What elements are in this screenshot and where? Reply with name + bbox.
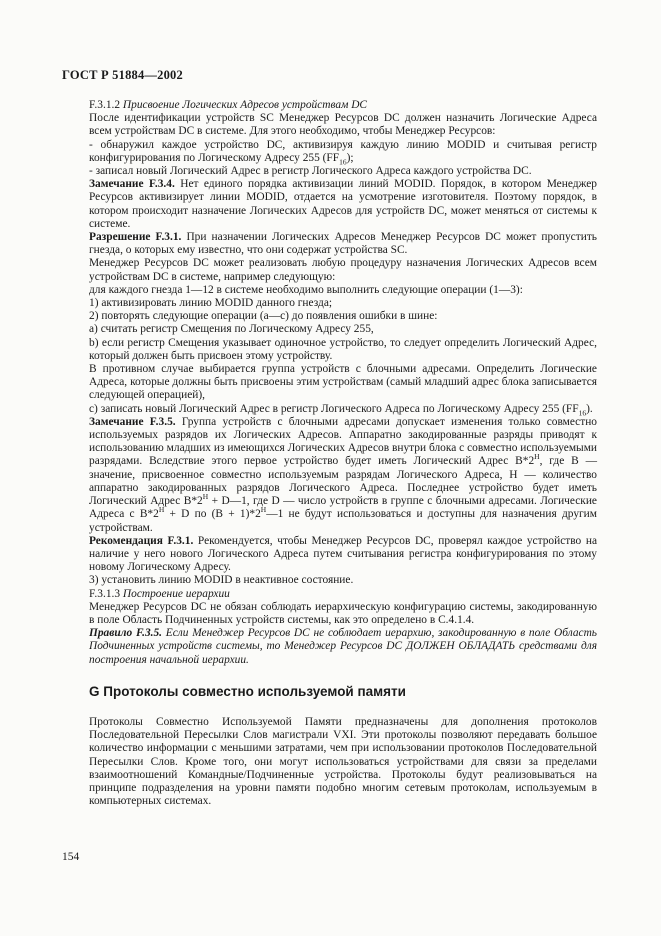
note-text: Группа устройств с блочными адресами допускает изменения только совместно используемых разрядов их Логических Адресов. Аппаратно закодированные разряды приводят к использованию младших из имеющихся Логических Адресов внутри блока с совместно используемыми разрядами. Вследствие этого первое устройство будет иметь Логический Адрес В*2 — [89, 415, 597, 468]
paragraph: - записал новый Логический Адрес в регистр Логического Адреса каждого устройства DC. — [89, 165, 532, 178]
subsection-title — [89, 99, 597, 112]
permission-label: Разрешение F.3.1. — [89, 231, 182, 244]
list-item: а) считать регистр Смещения по Логическому Адресу 255, — [89, 323, 374, 336]
rule-text: Если Менеджер Ресурсов DC не соблюдает иерархию, закодированную в поле Область Подчиненных устройств системы, то Менеджер Ресурсов DC ДОЛЖЕН ОБЛАДАТЬ средствами для построения начальной иерархии. — [89, 627, 597, 666]
paragraph: Менеджер Ресурсов DC может реализовать любую процедуру назначения Логических Адресов всем устройствам DC в системе, например следующую: — [89, 257, 597, 283]
rule — [89, 627, 597, 667]
paragraph: Менеджер Ресурсов DC не обязан соблюдать иерархическую конфигурацию системы, закодированную в поле Область Подчиненных устройств системы, как это определено в С.4.1.4. — [89, 600, 597, 626]
list-item — [89, 403, 597, 416]
subscript: 16 — [339, 157, 347, 167]
list-item: b) если регистр Смещения указывает одиночное устройство, то следует определить Логический Адрес, который должен быть присвоен этому устройству. — [89, 336, 597, 362]
note-text: Нет единого порядка активизации линий MODID. Порядок, в котором Менеджер Ресурсов активизирует линии MODID, отдается на усмотрение изготовителя. Поэтому порядок, в котором происходит назначение Логических Адресов для устройств DC, может меняться от системы к системе. — [89, 178, 597, 230]
paragraph: Протоколы Совместно Используемой Памяти предназначены для дополнения протоколов Последовательной Пересылки Слов магистрали VXI. Эти протоколы позволяют передавать большое количество информации с меньшими затратами, чем при использовании протоколов Последовательной Пересылки Слов. Кроме того, они могут использоваться устройствами для связи за пределами взаимоотношений Командные/Подчиненные устройства. Протоколы будут реализовываться на принципе подразделения на уровни памяти подобно многим сетевым протоколам, используемым в компьютерных системах. — [89, 715, 597, 808]
text: ); — [346, 151, 354, 164]
page-number: 154 — [62, 851, 80, 863]
subsection-heading: Присвоение Логических Адресов устройствам DC — [122, 99, 368, 111]
permission-text: При назначении Логических Адресов Менеджер Ресурсов DC может пропустить гнезда, о которых ему известно, что они содержат устройства SC. — [89, 231, 597, 257]
note-label: Замечание F.3.4. — [89, 178, 175, 191]
superscript: H — [534, 452, 540, 462]
note-text: —1 не будут использоваться и доступны для назначения другим устройствам. — [89, 508, 597, 534]
note-text: + D по (В + 1)*2 — [164, 508, 261, 521]
paragraph: После идентификации устройств SC Менеджер Ресурсов DC должен назначить Логические Адреса всем устройствам DC в системе. Для этого необходимо, чтобы Менеджер Ресурсов: — [89, 112, 597, 138]
note — [89, 178, 597, 231]
text: - обнаружил каждое устройство DC, активизируя каждую линию MODID и считывая регистр конфигурирования по Логическому Адресу 255 (FF — [89, 138, 597, 164]
text: ). — [586, 402, 593, 415]
superscript: H — [260, 505, 267, 515]
recommendation — [89, 535, 597, 575]
subsection-number: F.3.1.3 — [89, 587, 123, 600]
paragraph — [89, 139, 597, 165]
paragraph: В противном случае выбирается группа устройств с блочными адресами. Определить Логические Адреса, которые должны быть присвоены этим устройствам (самый младший адрес блока записывается следующей операцией), — [89, 363, 597, 402]
note — [89, 416, 597, 535]
subsection-title — [89, 588, 597, 601]
list-item: 3) установить линию MODID в неактивное состояние. — [89, 574, 354, 587]
subsection-heading: Построение иерархии — [122, 587, 230, 600]
subsection-number: F.3.1.2 — [89, 99, 123, 111]
text: с) записать новый Логический Адрес в регистр Логического Адреса по Логическому Адресу 255 (FF — [89, 402, 579, 415]
superscript: H — [158, 505, 165, 515]
note-text: + D—1, где D — число устройств в группе с блочными адресами. Логические Адреса с В*2 — [89, 495, 597, 521]
paragraph: для каждого гнезда 1—12 в системе необходимо выполнить следующие операции (1—3): — [89, 283, 523, 296]
subscript: 16 — [578, 407, 587, 417]
list-item: 2) повторять следующие операции (а—с) до появления ошибки в шине: — [89, 310, 438, 323]
recommendation-label: Рекомендация F.3.1. — [89, 534, 194, 547]
note-label: Замечание F.3.5. — [89, 415, 176, 428]
note-text: , где В — значение, присвоенное совместно используемым разрядам Логического Адреса, Н — количество аппаратно закодированных разрядов Логического Адреса. Последнее устройство будет иметь Логический Адрес В*2 — [89, 455, 597, 508]
rule-label: Правило F.3.5. — [89, 627, 163, 640]
superscript: H — [202, 492, 209, 502]
list-item: 1) активизировать линию MODID данного гнезда; — [89, 297, 333, 310]
permission — [89, 231, 597, 257]
page-content — [89, 99, 597, 808]
document-header: ГОСТ Р 51884—2002 — [62, 68, 183, 82]
recommendation-text: Рекомендуется, чтобы Менеджер Ресурсов DC, проверял каждое устройство на наличие у него нового Логического Адреса путем считывания регистра конфигурирования по этому новому Логическому Адресу. — [89, 534, 597, 574]
section-title: G Протоколы совместно используемой памяти — [89, 683, 406, 699]
